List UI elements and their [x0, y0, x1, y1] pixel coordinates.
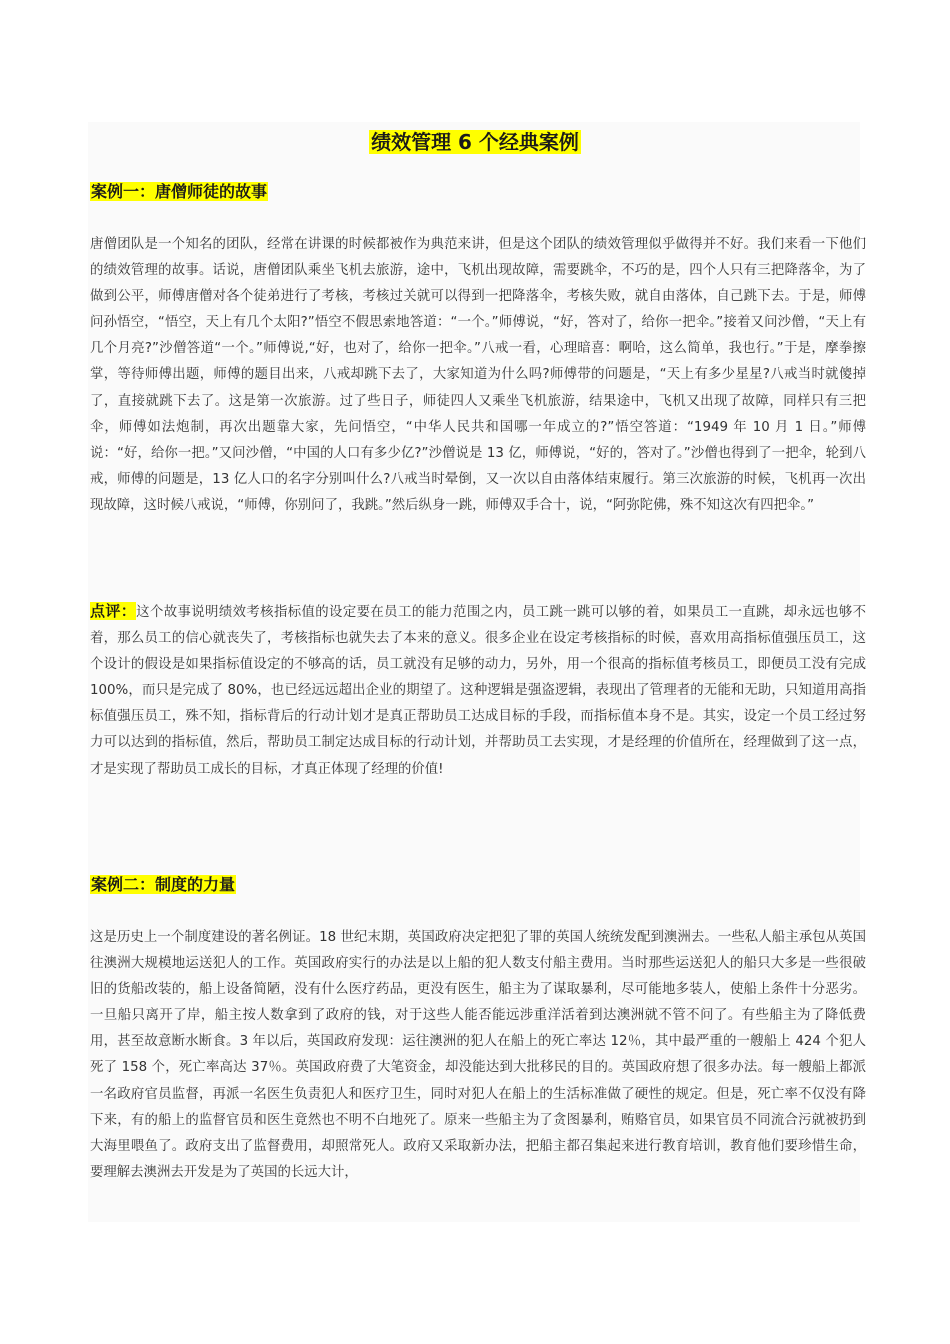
case-2-story-paragraph: 这是历史上一个制度建设的著名例证。18 世纪末期，英国政府决定把犯了罪的英国人统统发配到澳洲去。一些私人船主承包从英国往澳洲大规模地运送犯人的工作。英国政府实行的办法是以上船的犯人数支付船主费用。当时那些运送犯人的船只大多是一些很破旧的货船改装的，船上设备简陋，没有什么医疗药品，更没有医生，船主为了谋取暴利，尽可能地多装人，使船上条件十分恶劣。一旦船只离开了岸，船主按人数拿到了政府的钱，对于这些人能否能远涉重洋活着到达澳洲就不管不问了。有些船主为了降低费用，甚至故意断水断食。3 年以后，英国政府发现：运往澳洲的犯人在船上的死亡率达 12％，其中最严重的一艘船上 424 个犯人死了 158 个，死亡率高达 37％。英国政府费了大笔资金，却没能达到大批移民的目的。英国政府想了很多办法。每一艘船上都派一名政府官员监督，再派一名医生负责犯人和医疗卫生，同时对犯人在船上的生活标准做了硬性的规定。但是，死亡率不仅没有降下来，有的船上的监督官员和医生竟然也不明不白地死了。原来一些船主为了贪图暴利，贿赂官员，如果官员不同流合污就被扔到大海里喂鱼了。政府支出了监督费用，却照常死人。政府又采取新办法，把船主都召集起来进行教育培训，教育他们要珍惜生命，要理解去澳洲去开发是为了英国的长远大计， [90, 930, 866, 1180]
section-heading-case-1-text: 案例一：唐僧师徒的故事 [91, 182, 268, 201]
section-heading-case-1 [90, 180, 268, 204]
case-1-story-paragraph: 唐僧团队是一个知名的团队，经常在讲课的时候都被作为典范来讲，但是这个团队的绩效管理似乎做得并不好。我们来看一下他们的绩效管理的故事。话说，唐僧团队乘坐飞机去旅游，途中，飞机出现故障，需要跳伞，不巧的是，四个人只有三把降落伞，为了做到公平，师傅唐僧对各个徒弟进行了考核，考核过关就可以得到一把降落伞，考核失败，就自由落体，自己跳下去。于是，师傅问孙悟空，“悟空，天上有几个太阳?”悟空不假思索地答道：“一个。”师傅说，“好，答对了，给你一把伞。”接着又问沙僧，“天上有几个月亮?”沙僧答道“一个。”师傅说,“好，也对了，给你一把伞。”八戒一看，心理暗喜：啊哈，这么简单，我也行。”于是，摩拳擦掌，等待师傅出题，师傅的题目出来，八戒却跳下去了，大家知道为什么吗?师傅带的问题是，“天上有多少星星?八戒当时就傻掉了，直接就跳下去了。这是第一次旅游。过了些日子，师徒四人又乘坐飞机旅游，结果途中，飞机又出现了故障，同样只有三把伞，师傅如法炮制，再次出题靠大家，先问悟空，“中华人民共和国哪一年成立的?”悟空答道：“1949 年 10 月 1 日。”师傅说：“好，给你一把。”又问沙僧，“中国的人口有多少亿?”沙僧说是 13 亿，师傅说，“好的，答对了。”沙僧也得到了一把伞，轮到八戒，师傅的问题是，13 亿人口的名字分别叫什么?八戒当时晕倒，又一次以自由落体结束履行。第三次旅游的时候，飞机再一次出现故障，这时候八戒说，“师傅，你别问了，我跳。”然后纵身一跳，师傅双手合十，说，“阿弥陀佛，殊不知这次有四把伞。” [90, 237, 866, 513]
case-1-comment-text: 这个故事说明绩效考核指标值的设定要在员工的能力范围之内，员工跳一跳可以够的着，如果员工一直跳，却永远也够不着，那么员工的信心就丧失了，考核指标也就失去了本来的意义。很多企业在设定考核指标的时候，喜欢用高指标值强压员工，这个设计的假设是如果指标值设定的不够高的话，员工就没有足够的动力，另外，用一个很高的指标值考核员工，即便员工没有完成 100%，而只是完成了 80%，也已经远远超出企业的期望了。这种逻辑是强盗逻辑，表现出了管理者的无能和无助，只知道用高指标值强压员工，殊不知，指标背后的行动计划才是真正帮助员工达成目标的手段，而指标值本身不是。其实，设定一个员工经过努力可以达到的指标值，然后，帮助员工制定达成目标的行动计划，并帮助员工去实现，才是经理的价值所在，经理做到了这一点，才是实现了帮助员工成长的目标，才真正体现了经理的价值! [90, 605, 866, 777]
comment-label: 点评： [90, 602, 137, 620]
case-1-comment-paragraph [90, 598, 866, 783]
page-title-text: 绩效管理 6 个经典案例 [371, 130, 579, 154]
page-title [0, 127, 950, 157]
section-heading-case-2-text: 案例二：制度的力量 [91, 875, 236, 894]
section-heading-case-2 [90, 873, 236, 897]
